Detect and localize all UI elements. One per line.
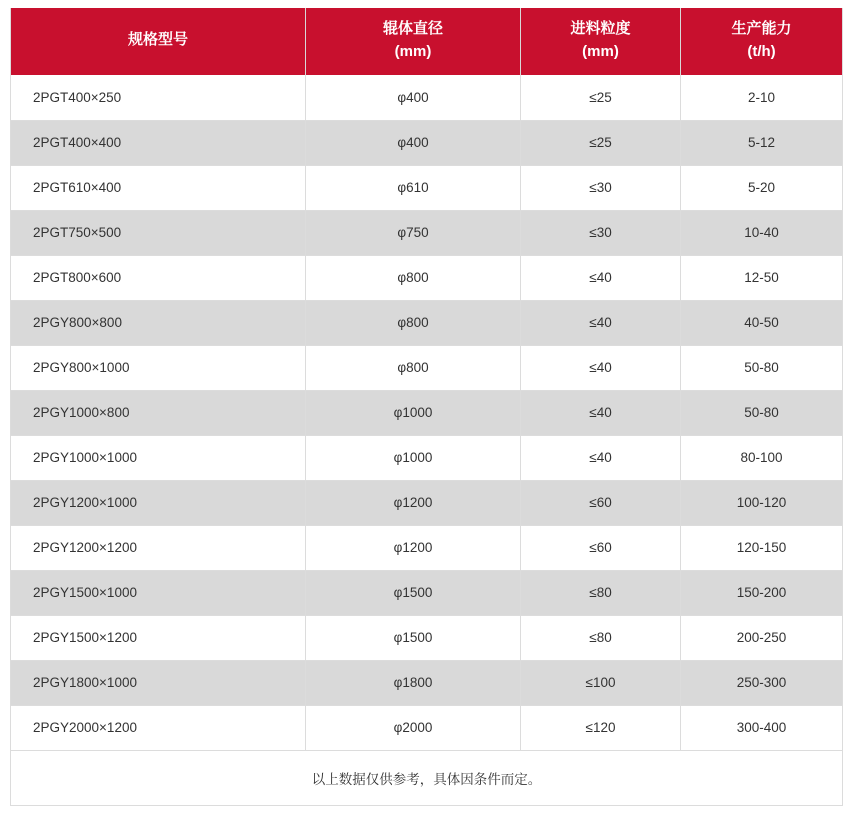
cell-model: 2PGY1200×1000	[11, 480, 306, 525]
cell-capacity: 50-80	[681, 345, 843, 390]
cell-capacity: 2-10	[681, 75, 843, 120]
cell-capacity: 150-200	[681, 570, 843, 615]
column-header-capacity-unit: (t/h)	[747, 42, 776, 60]
table-row	[11, 570, 843, 615]
table-header	[11, 8, 843, 75]
cell-model: 2PGT610×400	[11, 165, 306, 210]
cell-feed-size: ≤80	[521, 615, 681, 660]
cell-feed-size: ≤40	[521, 435, 681, 480]
cell-feed-size: ≤60	[521, 480, 681, 525]
cell-model: 2PGT400×400	[11, 120, 306, 165]
cell-feed-size: ≤30	[521, 165, 681, 210]
cell-roller-diameter: φ1000	[306, 435, 521, 480]
table-body	[11, 75, 843, 750]
cell-roller-diameter: φ750	[306, 210, 521, 255]
cell-capacity: 300-400	[681, 705, 843, 750]
footnote: 以上数据仅供参考，具体因条件而定。	[11, 750, 843, 805]
cell-feed-size: ≤25	[521, 120, 681, 165]
cell-feed-size: ≤40	[521, 390, 681, 435]
table-row	[11, 210, 843, 255]
cell-model: 2PGY1500×1000	[11, 570, 306, 615]
cell-capacity: 80-100	[681, 435, 843, 480]
column-header-roller-diameter	[306, 8, 521, 75]
table-row	[11, 390, 843, 435]
table-row	[11, 120, 843, 165]
table-row	[11, 75, 843, 120]
cell-roller-diameter: φ1800	[306, 660, 521, 705]
cell-capacity: 200-250	[681, 615, 843, 660]
column-header-feed-size	[521, 8, 681, 75]
cell-capacity: 250-300	[681, 660, 843, 705]
cell-roller-diameter: φ1500	[306, 570, 521, 615]
cell-feed-size: ≤120	[521, 705, 681, 750]
column-header-roller-diameter-title: 辊体直径	[382, 20, 443, 37]
cell-capacity: 40-50	[681, 300, 843, 345]
column-header-capacity-title: 生产能力	[731, 20, 792, 37]
table-row	[11, 615, 843, 660]
cell-model: 2PGT750×500	[11, 210, 306, 255]
column-header-model-title: 规格型号	[127, 31, 188, 49]
header-row	[11, 8, 843, 75]
column-header-feed-size-title: 进料粒度	[570, 20, 631, 37]
specification-table	[10, 8, 843, 806]
cell-feed-size: ≤40	[521, 345, 681, 390]
cell-model: 2PGY2000×1200	[11, 705, 306, 750]
cell-model: 2PGY800×1000	[11, 345, 306, 390]
cell-capacity: 120-150	[681, 525, 843, 570]
cell-capacity: 5-20	[681, 165, 843, 210]
cell-capacity: 100-120	[681, 480, 843, 525]
cell-roller-diameter: φ1200	[306, 525, 521, 570]
column-header-capacity	[681, 8, 843, 75]
cell-roller-diameter: φ800	[306, 255, 521, 300]
table-row	[11, 345, 843, 390]
cell-roller-diameter: φ400	[306, 120, 521, 165]
table-row	[11, 300, 843, 345]
cell-model: 2PGY1200×1200	[11, 525, 306, 570]
cell-feed-size: ≤60	[521, 525, 681, 570]
column-header-roller-diameter-unit: (mm)	[394, 42, 432, 60]
cell-model: 2PGT800×600	[11, 255, 306, 300]
table-row	[11, 480, 843, 525]
table-row	[11, 165, 843, 210]
cell-capacity: 12-50	[681, 255, 843, 300]
cell-capacity: 5-12	[681, 120, 843, 165]
cell-feed-size: ≤40	[521, 255, 681, 300]
cell-feed-size: ≤25	[521, 75, 681, 120]
cell-roller-diameter: φ800	[306, 345, 521, 390]
cell-roller-diameter: φ800	[306, 300, 521, 345]
cell-roller-diameter: φ2000	[306, 705, 521, 750]
table-row	[11, 660, 843, 705]
table-footer	[11, 750, 843, 805]
table-row	[11, 525, 843, 570]
cell-model: 2PGY1500×1200	[11, 615, 306, 660]
table-row	[11, 435, 843, 480]
cell-model: 2PGY1800×1000	[11, 660, 306, 705]
footnote-row	[11, 750, 843, 805]
cell-model: 2PGY1000×1000	[11, 435, 306, 480]
cell-roller-diameter: φ1000	[306, 390, 521, 435]
table-row	[11, 255, 843, 300]
cell-capacity: 10-40	[681, 210, 843, 255]
cell-model: 2PGT400×250	[11, 75, 306, 120]
cell-roller-diameter: φ400	[306, 75, 521, 120]
cell-feed-size: ≤100	[521, 660, 681, 705]
column-header-model	[11, 8, 306, 75]
cell-capacity: 50-80	[681, 390, 843, 435]
cell-model: 2PGY1000×800	[11, 390, 306, 435]
cell-roller-diameter: φ1500	[306, 615, 521, 660]
column-header-feed-size-unit: (mm)	[582, 42, 619, 60]
cell-roller-diameter: φ610	[306, 165, 521, 210]
cell-roller-diameter: φ1200	[306, 480, 521, 525]
cell-feed-size: ≤30	[521, 210, 681, 255]
cell-model: 2PGY800×800	[11, 300, 306, 345]
cell-feed-size: ≤40	[521, 300, 681, 345]
cell-feed-size: ≤80	[521, 570, 681, 615]
table-row	[11, 705, 843, 750]
